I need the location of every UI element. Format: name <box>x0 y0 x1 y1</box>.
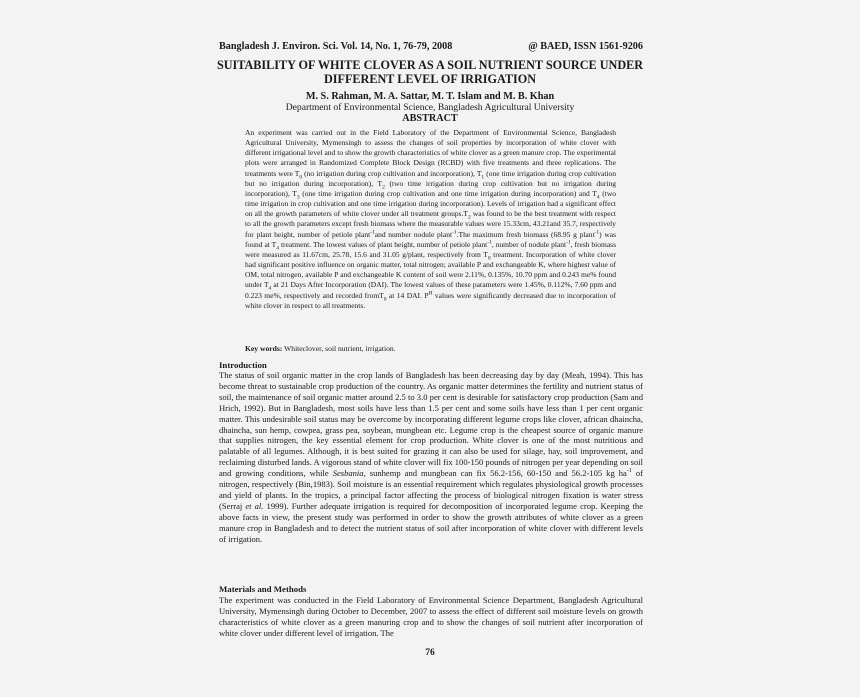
affiliation: Department of Environmental Science, Bangladesh Agricultural University <box>285 102 575 113</box>
running-header <box>219 41 643 52</box>
introduction-heading: Introduction <box>219 360 267 370</box>
abstract-text: An experiment was carried out in the Field Laboratory of the Department of Environmental Science, Bangladesh Agricultural University, Mymensingh to assess the changes of soil properties by incorporation of white clover with different irrigational level and to show the growth characteristics of white clover as a green manure crop. The experimental plots were arranged in Randomized Complete Block Design (RCBD) with five treatments and three replications. The treatments were $T_0$ (no irrigation during crop cultivation and incorporation), $T_1$ (one time irrigation during crop cultivation but no irrigation during incorporation), $T_2$ (two time irrigation during crop cultivation but no irrigation during incorporation), $T_3$ (one time irrigation during crop cultivation and one time irrigation during incorporation) and $T_4$ (two time irrigation in crop cultivation and one time irrigation during incorporation). Levels of irrigation had a significant effect on all the growth parameters of white clover under all treatment $groups.T_2$ was found to be the best treatment with respect to all the growth parameters except fresh biomass where the measurable values were 15.33cm, 43.21and 35.7, respectively for plant height, number of petiole plant$^{-1}$and number nodule plant$^{-1}$.The maximum fresh biomass (68.95 g plant$^{-1}$) was found at $T_4$ treatment. The lowest values of plant height, number of petiole plant$^{-1}$, number of nodule plant$^{-1}$, fresh biomass were measured as 11.67cm, 25.78, 15.6 and 31.05 g/plant, respectively from $T_0$ treatment. Incorporation of white clover had significant positive influence on organic matter, total nitrogen; available P and exchangeable K, where highest value of OM, total nitrogen, available P and exchangeable K content of soil were 2.11%, 0.135%, 10.70 ppm and 0.243 me% found under $T_4$ at 21 Days After Incorporation (DAI). The lowest values of these parameters were 1.45%, 0.112%, 7.60 ppm and 0.223 me%, respectively and recorded fromT$_0$ at 14 DAI. $P^H$ values were significantly decreased due to incorporation of white clover in respect to all treatments. <box>245 128 617 310</box>
materials-methods-heading: Materials and Methods <box>219 584 307 594</box>
paper-title: SUITABILITY OF WHITE CLOVER AS A SOIL NUTRIENT SOURCE UNDER DIFFERENT LEVEL OF IRRIGATION <box>216 58 644 86</box>
materials-methods-text: The experiment was conducted in the Field Laboratory of Environmental Science Department, Bangladesh Agricultural University, Mymensingh during October to December, 2007 to assess the effect of different soil moisture levels on growth characteristics of white clover as a green manuring crop and to show the changes of soil nutrient after incorporation of white clover under different level of irrigation. The <box>219 595 643 638</box>
introduction-text: The status of soil organic matter in the crop lands of Bangladesh has been decreasing day by day (Meah, 1994). This has become threat to sustainable crop production of the country. As organic matter determines the fertility and nutrient status of soil, the maintenance of soil organic matter around 2.5 to 3.0 per cent is desirable for satisfactory crop production (Sam and Hrich, 1992). But in Bangladesh, most soils have less than 1.5 per cent and some soils have less than 1 per cent organic matter. This undesirable soil status may be overcome by incorporating different legume crops like clover, african dhaincha, dhaincha, sun hemp, cowpea, grass pea, soybean, mungbean etc. Legume crop is the cheapest source of organic manure that supplies nitrogen, the key essential element for crop production. White clover is one of the most nutritious and palatable of all legumes. Although, it is best suited for grazing it can also be used for silage, hay, soil improvement, and reclaiming disturbed lands. A vigorous stand of white clover will fix 100-150 pounds of nitrogen per year depending on soil and growing conditions, while Sesbania, sunhemp and mungbean can fix 56.2-156, 60-150 and 56.2-105 kg $ha^{-1}$ of nitrogen, respectively (Bin,1983). Soil moisture is an essential requirement which regulates physiological growth processes and yield of plants. In the tropics, a principal factor affecting the process of biological nitrogen fixation is water stress (Serraj et al. 1999). Further adequate irrigation is required for decomposition of incorporated legume crop. Keeping the above facts in view, the present study was performed in order to show the growth attributes of white clover as a green manure crop in Bangladesh and to detect the nutrient status of soil after incorporation of white clover with different levels of irrigation. <box>219 370 644 544</box>
keywords-value: Whiteclover, soil nutrient, irrigation. <box>282 344 396 353</box>
issn-label: @ BAED, ISSN 1561-9206 <box>528 41 643 52</box>
author-list: M. S. Rahman, M. A. Sattar, M. T. Islam and M. B. Khan <box>305 91 555 102</box>
keywords <box>245 344 616 353</box>
abstract-heading: ABSTRACT <box>402 113 458 124</box>
page-number: 76 <box>425 648 435 658</box>
journal-citation: Bangladesh J. Environ. Sci. Vol. 14, No. 1, 76-79, 2008 <box>219 41 453 52</box>
keywords-label: Key words: <box>245 344 283 353</box>
